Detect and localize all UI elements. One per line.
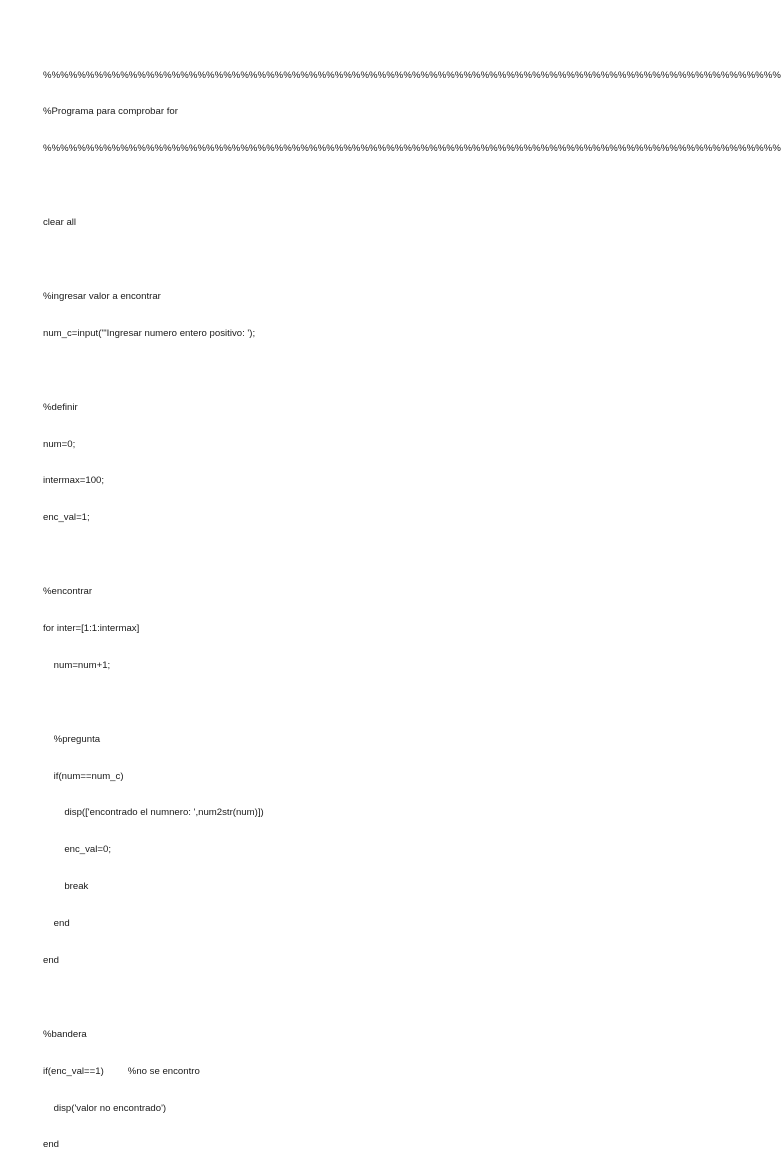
blank-line: [43, 254, 655, 266]
blank-line: [43, 549, 655, 561]
code-line: enc_val=1;: [43, 512, 90, 524]
code-line: clear all: [43, 217, 77, 229]
code-line: intermax=100;: [43, 475, 105, 487]
blank-line: [43, 365, 655, 377]
code-line: end: [43, 918, 70, 930]
code-line: if(num==num_c): [43, 770, 124, 782]
code-line: break: [43, 881, 89, 893]
comment-banner-bottom: %%%%%%%%%%%%%%%%%%%%%%%%%%%%%%%%%%%%%%%%%%%%%%%%%%%%%%%%%%%%%%%%%%%%%%%%%%%%%%%%%%%%%%: [43, 143, 781, 155]
code-line: for inter=[1:1:intermax]: [43, 622, 140, 634]
code-line: %encontrar: [43, 586, 93, 598]
code-line-title-comment: %Programa para comprobar for: [43, 106, 178, 118]
code-line: end: [43, 1139, 60, 1151]
code-line: end: [43, 954, 60, 966]
comment-banner-top: %%%%%%%%%%%%%%%%%%%%%%%%%%%%%%%%%%%%%%%%%%%%%%%%%%%%%%%%%%%%%%%%%%%%%%%%%%%%%%%%%%%%%%: [43, 69, 781, 81]
code-line: %definir: [43, 401, 78, 413]
code-line: disp(['encontrado el numnero: ',num2str(num)]): [43, 807, 264, 819]
code-line: if(enc_val==1) %no se encontro: [43, 1065, 200, 1077]
code-listing: [43, 45, 781, 1176]
code-line: num=0;: [43, 438, 76, 450]
code-line: %pregunta: [43, 733, 101, 745]
blank-line: [43, 992, 655, 1004]
code-line: enc_val=0;: [43, 844, 111, 856]
code-line: num=num+1;: [43, 659, 111, 671]
code-line: %ingresar valor a encontrar: [43, 290, 161, 302]
blank-line: [43, 697, 655, 709]
code-line: num_c=input('"Ingresar numero entero positivo: ');: [43, 327, 256, 339]
code-line: disp('valor no encontrado'): [43, 1102, 167, 1114]
blank-line: [43, 180, 655, 192]
code-line: %bandera: [43, 1028, 87, 1040]
